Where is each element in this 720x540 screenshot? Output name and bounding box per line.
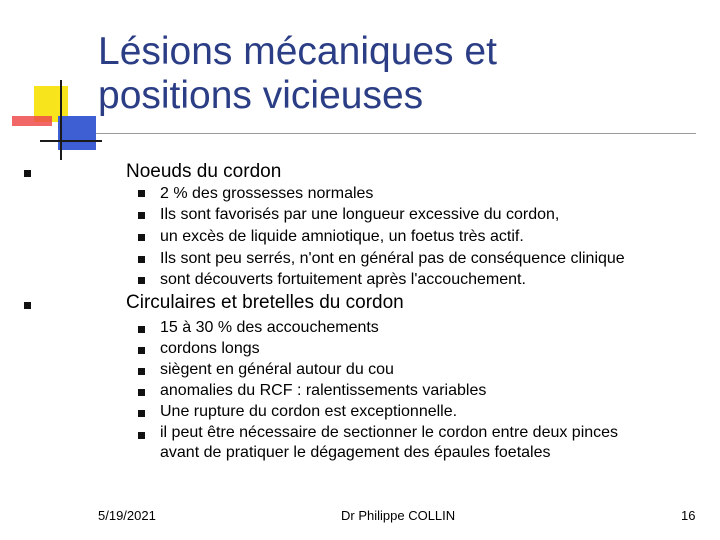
footer-date: 5/19/2021 (98, 508, 156, 523)
list-item: Ils sont favorisés par une longueur excessive du cordon, (160, 206, 560, 223)
bullet-icon (138, 432, 145, 439)
bullet-icon (138, 190, 145, 197)
bullet-icon (24, 170, 31, 177)
list-item: il peut être nécessaire de sectionner le cordon entre deux pinces (160, 424, 619, 441)
bullet-icon (138, 234, 145, 241)
bullet-icon (138, 326, 145, 333)
bullet-icon (138, 212, 145, 219)
bullet-icon (138, 256, 145, 263)
list-item: un excès de liquide amniotique, un foetus très actif. (160, 228, 524, 245)
bullet-icon (138, 410, 145, 417)
list-item: Une rupture du cordon est exceptionnelle. (160, 403, 458, 420)
list-item: 15 à 30 % des accouchements (160, 319, 379, 336)
bullet-icon (138, 277, 145, 284)
bullet-icon (138, 368, 145, 375)
list-item: cordons longs (160, 340, 260, 357)
slide-title-line-1: Lésions mécaniques et (98, 30, 497, 73)
bullet-icon (138, 347, 145, 354)
list-item: siègent en général autour du cou (160, 361, 394, 378)
list-item: anomalies du RCF : ralentissements variables (160, 382, 487, 399)
list-item-continuation: avant de pratiquer le dégagement des épaules foetales (160, 444, 551, 461)
list-item: 2 % des grossesses normales (160, 185, 374, 202)
footer-author: Dr Philippe COLLIN (341, 508, 456, 523)
footer-page-number: 16 (681, 508, 696, 523)
section-heading-circulaires: Circulaires et bretelles du cordon (126, 292, 404, 313)
list-item: Ils sont peu serrés, n'ont en général pas de conséquence clinique (160, 250, 625, 267)
section-heading-noeuds: Noeuds du cordon (126, 161, 282, 182)
bullet-icon (138, 389, 145, 396)
list-item: sont découverts fortuitement après l'accouchement. (160, 271, 526, 288)
bullet-icon (24, 302, 31, 309)
slide-title-line-2: positions vicieuses (98, 74, 424, 117)
